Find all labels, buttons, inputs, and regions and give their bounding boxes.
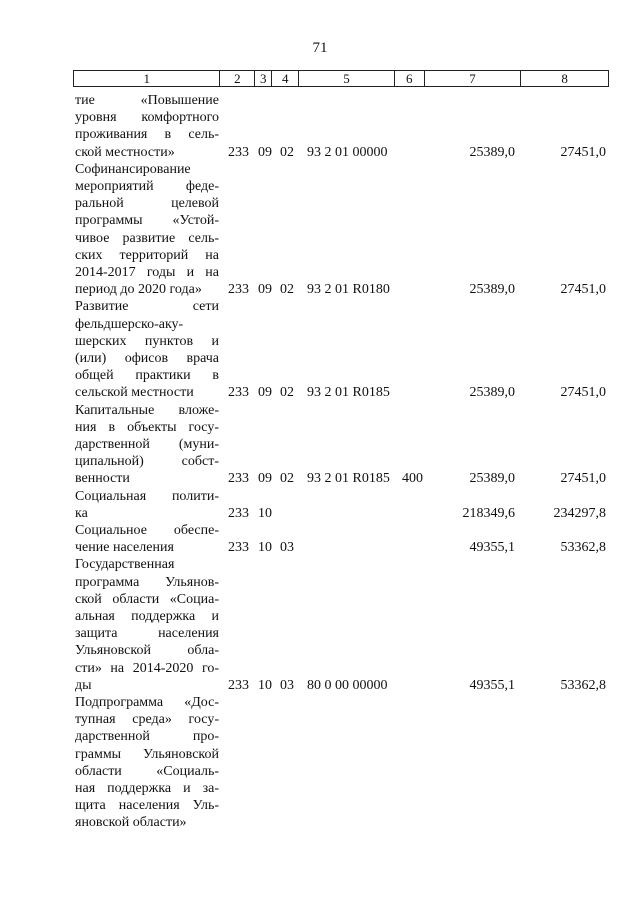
cell-c5: 93 2 01 R0185	[307, 385, 390, 401]
row-name-line: граммы Ульяновской	[75, 746, 219, 762]
row-name-line: Ульяновской обла-	[75, 643, 219, 659]
header-col-8: 8	[561, 71, 568, 86]
row-name-line: общей практики в	[75, 368, 219, 384]
row-name	[75, 161, 219, 299]
cell-c4: 02	[280, 144, 294, 160]
cell-c3: 09	[258, 385, 272, 401]
cell-c5: 93 2 01 00000	[307, 144, 388, 160]
cell-c5: 80 0 00 00000	[307, 677, 388, 693]
row-name	[75, 694, 219, 832]
table-row	[0, 384, 640, 401]
cell-c2: 233	[228, 471, 249, 487]
row-name-line: тие «Повышение	[75, 93, 219, 108]
cell-c5: 93 2 01 R0180	[307, 282, 390, 298]
cell-c4: 03	[280, 540, 294, 556]
cell-c2: 233	[228, 505, 249, 521]
row-name-line: период до 2020 года»	[75, 282, 202, 298]
row-name-line: ральной целевой	[75, 196, 219, 212]
cell-c7: 25389,0	[469, 385, 515, 401]
row-name-line: ципальной) собст-	[75, 454, 219, 470]
row-name-line: сти» на 2014-2020 го-	[75, 660, 219, 676]
cell-c3: 09	[258, 282, 272, 298]
row-name-line: Развитие сети	[75, 299, 219, 315]
header-col-3: 3	[255, 71, 272, 86]
row-name-line: тупная среда» госу-	[75, 712, 219, 728]
row-name-line: ная поддержка и за-	[75, 781, 219, 797]
table-header	[73, 70, 609, 87]
row-name-line: мероприятий феде-	[75, 179, 219, 194]
cell-c7: 25389,0	[469, 144, 515, 160]
row-name-line: ка	[75, 505, 88, 521]
row-name-line: ды	[75, 677, 92, 693]
cell-c7: 218349,6	[462, 505, 515, 521]
table-row	[0, 144, 640, 161]
cell-c2: 233	[228, 677, 249, 693]
table-row	[0, 814, 640, 831]
row-name-line: Подпрограмма «Дос-	[75, 695, 219, 710]
cell-c8: 234297,8	[553, 505, 606, 521]
cell-c7: 25389,0	[469, 282, 515, 298]
row-name-line: ской области «Социа-	[75, 591, 219, 607]
cell-c3: 09	[258, 144, 272, 160]
row-name-line: программы «Устой-	[75, 213, 219, 229]
cell-c3: 09	[258, 471, 272, 487]
row-name-line: проживания в сель-	[75, 127, 219, 143]
row-name-line: области «Социаль-	[75, 763, 219, 779]
row-name-line: щита населения Уль-	[75, 798, 219, 814]
row-name-line: дарственной (муни-	[75, 437, 219, 452]
cell-c4: 02	[280, 282, 294, 298]
cell-c7: 49355,1	[469, 540, 515, 556]
row-name	[75, 556, 219, 694]
cell-c4: 02	[280, 471, 294, 487]
row-name-line: сельской местности	[75, 385, 194, 401]
row-name-line: ских территорий на	[75, 247, 219, 263]
cell-c2: 233	[228, 144, 249, 160]
cell-c2: 233	[228, 540, 249, 556]
row-name-line: Социальное обеспе-	[75, 523, 219, 538]
row-name-line: защита населения	[75, 626, 219, 642]
cell-c2: 233	[228, 385, 249, 401]
table-row	[0, 539, 640, 556]
cell-c8: 53362,8	[560, 540, 606, 556]
row-name-line: шерских пунктов и	[75, 333, 219, 349]
row-name-line: альная поддержка и	[75, 609, 219, 624]
cell-c8: 27451,0	[560, 144, 606, 160]
cell-c8: 53362,8	[560, 677, 606, 693]
row-name-line: яновской области»	[75, 815, 187, 831]
row-name-line: (или) офисов врача	[75, 351, 219, 366]
header-col-1: 1	[74, 71, 220, 86]
table-row	[0, 505, 640, 522]
cell-c8: 27451,0	[560, 385, 606, 401]
row-name-line: фельдшерско-аку-	[75, 316, 184, 332]
row-name-line: Капитальные вложе-	[75, 402, 219, 418]
cell-c4: 02	[280, 385, 294, 401]
row-name-line: чение населения	[75, 540, 174, 556]
table-row	[0, 470, 640, 487]
table-row	[0, 677, 640, 694]
cell-c7: 49355,1	[469, 677, 515, 693]
row-name-line: Софинансирование	[75, 161, 191, 177]
header-col-2: 2	[220, 71, 255, 86]
row-name-line: Социальная полити-	[75, 488, 219, 504]
header-col-5: 5	[299, 71, 395, 86]
row-name-line: ской местности»	[75, 144, 175, 160]
row-name-line: программа Ульянов-	[75, 574, 219, 590]
header-col-7: 7	[425, 71, 522, 86]
table-row	[0, 281, 640, 298]
cell-c3: 10	[258, 677, 272, 693]
row-name-line: Государственная	[75, 557, 175, 573]
cell-c8: 27451,0	[560, 471, 606, 487]
cell-c5: 93 2 01 R0185	[307, 471, 390, 487]
cell-c2: 233	[228, 282, 249, 298]
header-col-6: 6	[395, 71, 425, 86]
cell-c3: 10	[258, 505, 272, 521]
row-name-line: ния в объекты госу-	[75, 419, 219, 435]
row-name-line: уровня комфортного	[75, 110, 219, 126]
row-name-line: 2014-2017 годы и на	[75, 265, 219, 281]
page-number: 71	[312, 40, 328, 56]
header-col-4: 4	[272, 71, 299, 86]
cell-c6: 400	[402, 471, 423, 487]
row-name-line: дарственной про-	[75, 729, 219, 745]
cell-c8: 27451,0	[560, 282, 606, 298]
row-name-line: чивое развитие сель-	[75, 230, 219, 246]
cell-c4: 03	[280, 677, 294, 693]
row-name-line: венности	[75, 471, 130, 487]
cell-c3: 10	[258, 540, 272, 556]
cell-c7: 25389,0	[469, 471, 515, 487]
